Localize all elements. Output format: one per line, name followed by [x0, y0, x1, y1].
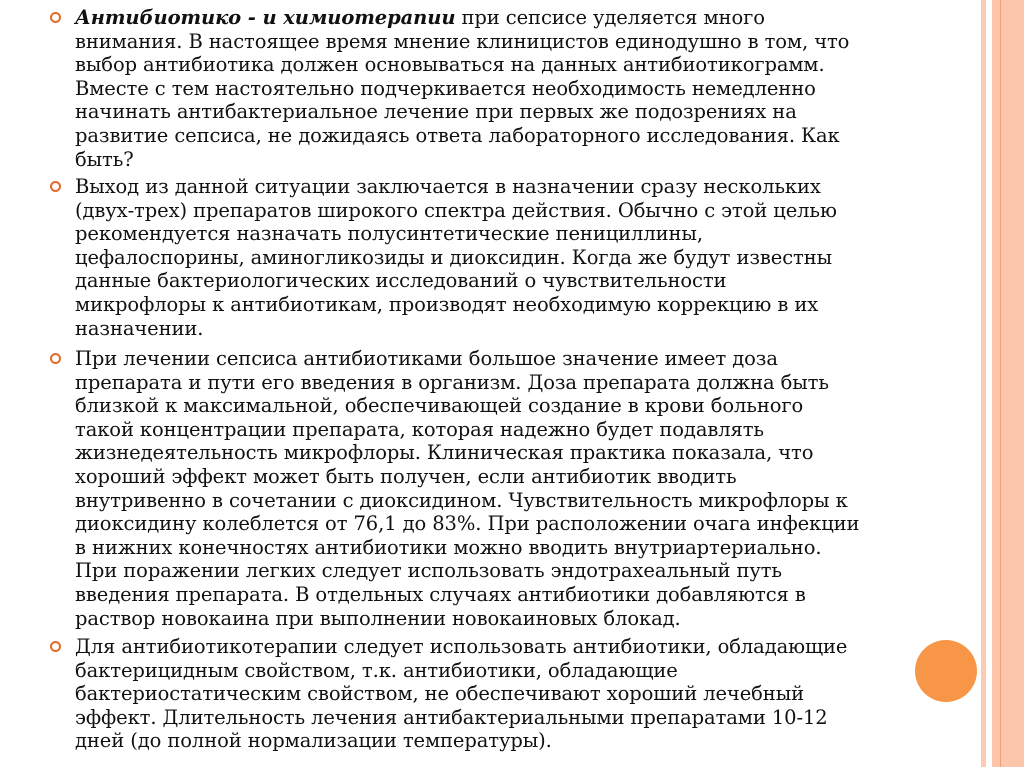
- line-text: Выход из данной ситуации заключается в назначении сразу нескольких: [75, 175, 821, 198]
- text-line: [75, 53, 980, 77]
- text-line: [75, 418, 980, 442]
- line-text: развитие сепсиса, не дожидаясь ответа лабораторного исследования. Как: [75, 123, 840, 147]
- line-text: При лечении сепсиса антибиотиками большое значение имеет доза: [75, 347, 778, 370]
- text-line: [75, 148, 980, 172]
- text-line: [75, 489, 980, 513]
- text-line: [75, 729, 980, 753]
- text-line: [75, 465, 980, 489]
- line-text: эффект. Длительность лечения антибактериальными препаратами 10-12: [75, 705, 828, 729]
- line-text: начинать антибактериальное лечение при первых же подозрениях на: [75, 100, 797, 124]
- text-line: [75, 441, 980, 465]
- line-text: микрофлоры к антибиотикам, производят необходимую коррекцию в их: [75, 292, 819, 316]
- text-line: [75, 659, 980, 683]
- bullet-paragraph: [75, 6, 980, 171]
- line-text: препарата и пути его введения в организм. Доза препарата должна быть: [75, 370, 829, 394]
- line-text: в нижних конечностях антибиотики можно вводить внутриартериально.: [75, 535, 822, 559]
- bullet-paragraph: [75, 635, 980, 753]
- bullet-icon: [50, 12, 61, 23]
- line-text: Для антибиотикотерапии следует использовать антибиотики, обладающие: [75, 635, 848, 658]
- text-line: [75, 347, 980, 371]
- emphasized-term: Антибиотико - и химиотерапии: [75, 6, 456, 29]
- line-text: (двух-трех) препаратов широкого спектра действия. Обычно с этой целью: [75, 198, 837, 222]
- line-text: при сепсисе уделяется много: [455, 6, 765, 29]
- text-line: [75, 246, 980, 270]
- line-text: быть?: [75, 147, 134, 171]
- line-text: дней (до полной нормализации температуры).: [75, 729, 552, 753]
- line-text: бактерицидным свойством, т.к. антибиотики, обладающие: [75, 658, 678, 682]
- line-text: раствор новокаина при выполнении новокаиновых блокад.: [75, 606, 681, 630]
- line-text: внимания. В настоящее время мнение клиницистов единодушно в том, что: [75, 29, 850, 53]
- line-text: бактериостатическим свойством, не обеспечивают хороший лечебный: [75, 682, 805, 706]
- line-text: близкой к максимальной, обеспечивающей создание в крови больного: [75, 394, 804, 418]
- text-line: [75, 635, 980, 659]
- decorative-band: [992, 0, 1024, 767]
- text-line: [75, 512, 980, 536]
- line-text: диоксидину колеблется от 76,1 до 83%. При расположении очага инфекции: [75, 512, 860, 536]
- text-line: [75, 371, 980, 395]
- text-line: [75, 269, 980, 293]
- line-text: назначении.: [75, 316, 204, 340]
- line-text: внутривенно в сочетании с диоксидином. Чувствительность микрофлоры к: [75, 488, 848, 512]
- line-text: цефалоспорины, аминогликозиды и диоксидин. Когда же будут известны: [75, 245, 833, 269]
- text-line: [75, 175, 980, 199]
- line-text: При поражении легких следует использовать эндотрахеальный путь: [75, 559, 782, 583]
- text-line: [75, 559, 980, 583]
- bullet-paragraph: [75, 347, 980, 630]
- decorative-stripe: [981, 0, 986, 767]
- line-text: рекомендуется назначать полусинтетические пенициллины,: [75, 222, 703, 246]
- text-line: [75, 293, 980, 317]
- line-text: данные бактериологических исследований о чувствительности: [75, 269, 727, 293]
- bullet-icon: [50, 641, 61, 652]
- text-line: [75, 124, 980, 148]
- text-line: [75, 583, 980, 607]
- text-line: [75, 100, 980, 124]
- bullet-paragraph: [75, 175, 980, 340]
- text-line: [75, 706, 980, 730]
- text-line: [75, 199, 980, 223]
- text-line: [75, 536, 980, 560]
- text-line: [75, 394, 980, 418]
- line-text: жизнедеятельность микрофлоры. Клиническая практика показала, что: [75, 441, 814, 465]
- text-line: [75, 222, 980, 246]
- bullet-icon: [50, 353, 61, 364]
- text-line: [75, 607, 980, 631]
- text-line: [75, 682, 980, 706]
- line-text: Вместе с тем настоятельно подчеркивается необходимость немедленно: [75, 76, 816, 100]
- line-text: хороший эффект может быть получен, если антибиотик вводить: [75, 464, 737, 488]
- line-text: такой концентрации препарата, которая надежно будет подавлять: [75, 417, 764, 441]
- text-line: [75, 317, 980, 341]
- text-line: [75, 77, 980, 101]
- line-text: выбор антибиотика должен основываться на данных антибиотикограмм.: [75, 53, 825, 77]
- line-text: введения препарата. В отдельных случаях антибиотики добавляются в: [75, 582, 806, 606]
- text-line: [75, 30, 980, 54]
- text-line: [75, 6, 980, 30]
- bullet-icon: [50, 181, 61, 192]
- decorative-line: [1000, 0, 1001, 767]
